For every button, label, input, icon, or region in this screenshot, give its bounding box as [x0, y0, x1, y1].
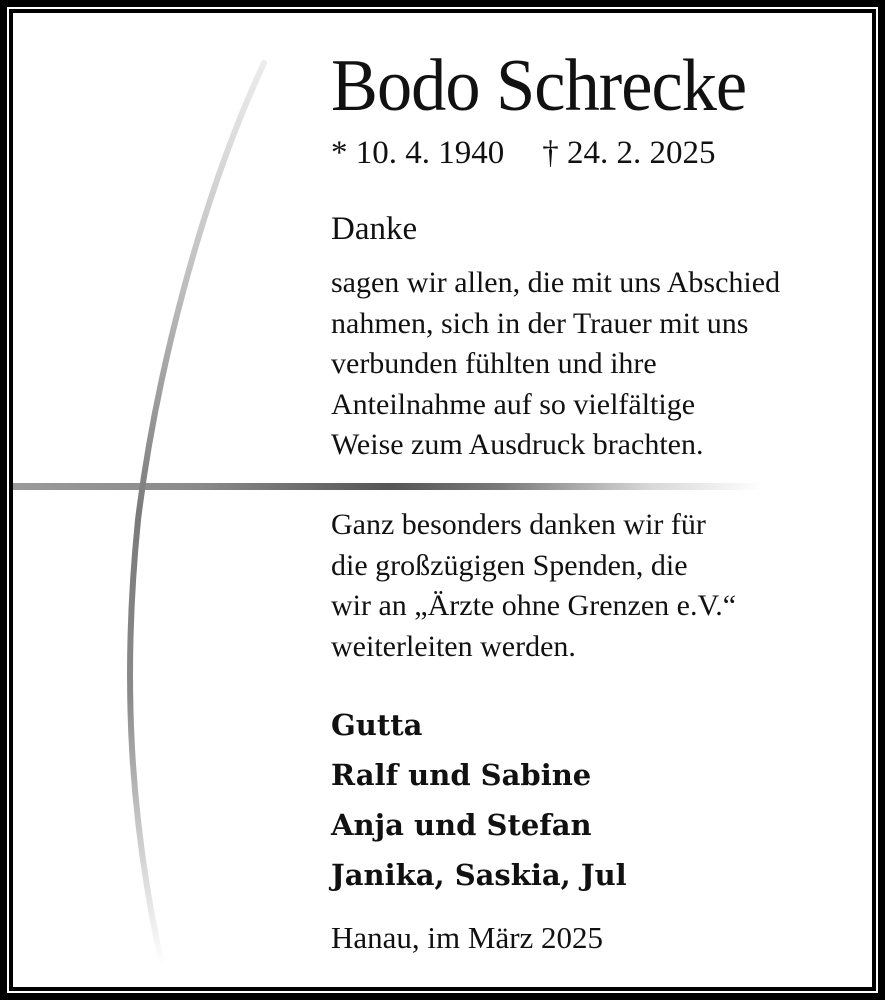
- paragraph-line: die großzügigen Spenden, die: [331, 548, 688, 582]
- death-date: † 24. 2. 2025: [542, 135, 716, 171]
- deceased-name: Bodo Schrecke: [331, 45, 747, 127]
- paragraph-line: nahmen, sich in der Trauer mit uns: [331, 306, 749, 340]
- life-dates: [331, 133, 716, 173]
- paragraph-line: Weise zum Ausdruck brachten.: [331, 428, 704, 461]
- place-date: Hanau, im März 2025: [331, 920, 604, 955]
- paragraph-line: Anteilnahme auf so vielfältige: [331, 387, 696, 421]
- signers-list: [331, 700, 627, 900]
- signer: Janika, Saskia, Jul: [331, 858, 627, 892]
- thanks-heading: Danke: [331, 211, 418, 247]
- thanks-paragraph: [331, 263, 780, 466]
- paragraph-line: wir an „Ärzte ohne Grenzen e.V.“: [331, 589, 737, 622]
- paragraph-line: verbunden fühlten und ihre: [331, 347, 657, 380]
- paragraph-line: weiterleiten werden.: [331, 629, 576, 663]
- signer: Gutta: [331, 708, 423, 742]
- paragraph-line: Ganz besonders danken wir für: [331, 508, 706, 541]
- signer: Ralf und Sabine: [331, 758, 592, 792]
- birth-date: * 10. 4. 1940: [331, 135, 505, 171]
- donation-paragraph: [331, 505, 736, 667]
- signer: Anja und Stefan: [331, 808, 592, 842]
- paragraph-line: sagen wir allen, die mit uns Abschied: [331, 266, 781, 299]
